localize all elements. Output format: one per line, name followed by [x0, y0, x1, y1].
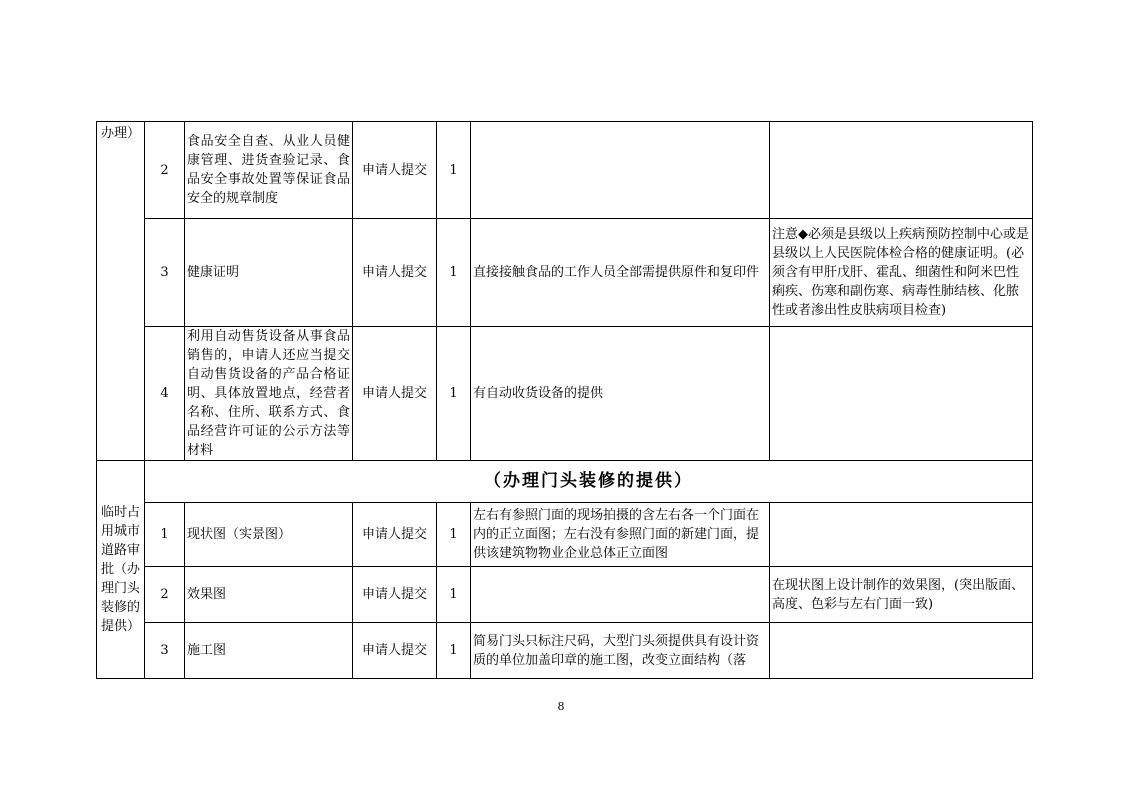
table-row [97, 461, 1033, 503]
material-quantity: 1 [437, 327, 471, 461]
material-name: 健康证明 [185, 219, 353, 327]
material-requirement: 简易门头只标注尺码，大型门头须提供具有设计资质的单位加盖印章的施工图，改变立面结构（落 [471, 623, 770, 679]
row-number: 1 [145, 503, 185, 567]
row-number: 3 [145, 623, 185, 679]
material-note [770, 623, 1033, 679]
table-row [97, 503, 1033, 567]
page-number: 8 [557, 700, 565, 713]
material-note [770, 327, 1033, 461]
material-requirement: 有自动收货设备的提供 [471, 327, 770, 461]
material-source: 申请人提交 [353, 327, 437, 461]
row-number: 4 [145, 327, 185, 461]
material-quantity: 1 [437, 623, 471, 679]
material-note [770, 122, 1033, 219]
table-row [97, 623, 1033, 679]
material-name: 效果图 [185, 567, 353, 623]
material-note: 在现状图上设计制作的效果图，(突出版面、高度、色彩与左右门面一致) [770, 567, 1033, 623]
material-quantity: 1 [437, 122, 471, 219]
material-note: 注意◆必须是县级以上疾病预防控制中心或是县级以上人民医院体检合格的健康证明。(必须含有甲肝戊肝、霍乱、细菌性和阿米巴性痢疾、伤寒和副伤寒、病毒性肺结核、化脓性或者渗出性皮肤病项目检查) [770, 219, 1033, 327]
table-row [97, 122, 1033, 219]
row-number: 3 [145, 219, 185, 327]
table-row [97, 219, 1033, 327]
section-header: （办理门头装修的提供） [145, 461, 1033, 503]
material-source: 申请人提交 [353, 503, 437, 567]
material-name: 食品安全自查、从业人员健康管理、进货查验记录、食品安全事故处置等保证食品安全的规章制度 [185, 122, 353, 219]
category-cell: 办理） [97, 122, 145, 461]
material-name: 利用自动售货设备从事食品销售的，申请人还应当提交自动售货设备的产品合格证明、具体放置地点，经营者名称、住所、联系方式、食品经营许可证的公示方法等材料 [185, 327, 353, 461]
row-number: 2 [145, 567, 185, 623]
material-quantity: 1 [437, 503, 471, 567]
category-cell: 临时占用城市道路审批（办理门头装修的提供） [97, 461, 145, 679]
material-name: 现状图（实景图） [185, 503, 353, 567]
material-requirement [471, 122, 770, 219]
material-source: 申请人提交 [353, 219, 437, 327]
material-requirement: 左右有参照门面的现场拍摄的含左右各一个门面在内的正立面图；左右没有参照门面的新建门面，提供该建筑物物业企业总体正立面图 [471, 503, 770, 567]
material-source: 申请人提交 [353, 623, 437, 679]
material-requirement [471, 567, 770, 623]
materials-table [96, 121, 1033, 679]
material-source: 申请人提交 [353, 567, 437, 623]
row-number: 2 [145, 122, 185, 219]
table-row [97, 567, 1033, 623]
material-quantity: 1 [437, 567, 471, 623]
material-name: 施工图 [185, 623, 353, 679]
material-source: 申请人提交 [353, 122, 437, 219]
material-note [770, 503, 1033, 567]
material-requirement: 直接接触食品的工作人员全部需提供原件和复印件 [471, 219, 770, 327]
table-row [97, 327, 1033, 461]
material-quantity: 1 [437, 219, 471, 327]
